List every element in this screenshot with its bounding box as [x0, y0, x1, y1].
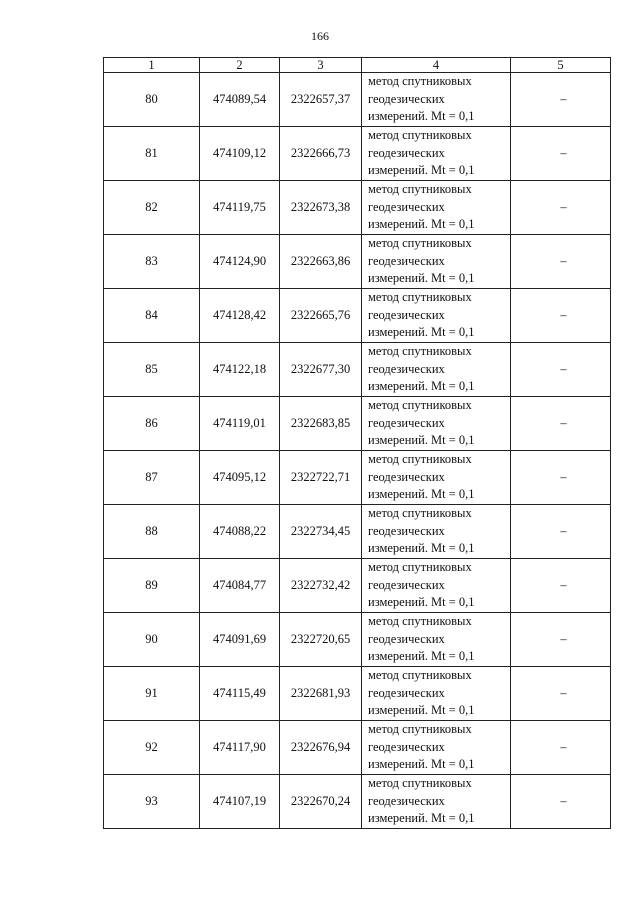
point-number-cell: 81 — [104, 127, 200, 181]
table-row — [104, 397, 611, 451]
method-line: геодезических — [368, 199, 445, 214]
description-cell — [511, 775, 611, 829]
method-line: метод спутниковых — [368, 236, 472, 251]
method-line: метод спутниковых — [368, 614, 472, 629]
description-cell — [511, 667, 611, 721]
y-coordinate-cell: 2322673,38 — [280, 181, 362, 235]
point-number-cell: 80 — [104, 73, 200, 127]
method-line: измерений. Mt = 0,1 — [368, 109, 475, 124]
x-coordinate-cell: 474124,90 — [200, 235, 280, 289]
method-cell — [362, 721, 511, 775]
method-line: метод спутниковых — [368, 722, 472, 737]
table-row — [104, 451, 611, 505]
point-number-cell: 91 — [104, 667, 200, 721]
x-coordinate-cell: 474091,69 — [200, 613, 280, 667]
description-cell — [511, 721, 611, 775]
method-cell — [362, 667, 511, 721]
method-cell — [362, 451, 511, 505]
method-line: измерений. Mt = 0,1 — [368, 217, 475, 232]
method-line: геодезических — [368, 415, 445, 430]
method-line: измерений. Mt = 0,1 — [368, 541, 475, 556]
method-line: метод спутниковых — [368, 74, 472, 89]
description-cell — [511, 235, 611, 289]
y-coordinate-cell: 2322681,93 — [280, 667, 362, 721]
method-line: измерений. Mt = 0,1 — [368, 271, 475, 286]
method-line: метод спутниковых — [368, 128, 472, 143]
x-coordinate-cell: 474107,19 — [200, 775, 280, 829]
column-header: 4 — [362, 58, 511, 73]
table-row — [104, 667, 611, 721]
description-cell — [511, 397, 611, 451]
table-row — [104, 613, 611, 667]
table-header-row — [104, 58, 611, 73]
table-row — [104, 181, 611, 235]
table-row — [104, 721, 611, 775]
method-cell — [362, 397, 511, 451]
method-line: метод спутниковых — [368, 398, 472, 413]
column-header: 5 — [511, 58, 611, 73]
y-coordinate-cell: 2322657,37 — [280, 73, 362, 127]
page-number: 166 — [311, 29, 329, 43]
x-coordinate-cell: 474117,90 — [200, 721, 280, 775]
method-line: метод спутниковых — [368, 560, 472, 575]
table-row — [104, 505, 611, 559]
description-value: – — [560, 632, 567, 646]
description-value: – — [560, 254, 567, 268]
method-line: метод спутниковых — [368, 452, 472, 467]
method-line: метод спутниковых — [368, 344, 472, 359]
column-header: 3 — [280, 58, 362, 73]
x-coordinate-cell: 474115,49 — [200, 667, 280, 721]
method-line: геодезических — [368, 793, 445, 808]
method-line: геодезических — [368, 253, 445, 268]
y-coordinate-cell: 2322683,85 — [280, 397, 362, 451]
description-value: – — [560, 308, 567, 322]
description-value: – — [560, 794, 567, 808]
method-line: метод спутниковых — [368, 506, 472, 521]
method-line: метод спутниковых — [368, 776, 472, 791]
x-coordinate-cell: 474122,18 — [200, 343, 280, 397]
description-value: – — [560, 578, 567, 592]
point-number-cell: 87 — [104, 451, 200, 505]
method-line: геодезических — [368, 145, 445, 160]
method-line: метод спутниковых — [368, 668, 472, 683]
method-cell — [362, 775, 511, 829]
method-cell — [362, 127, 511, 181]
point-number-cell: 82 — [104, 181, 200, 235]
method-line: геодезических — [368, 523, 445, 538]
point-number-cell: 93 — [104, 775, 200, 829]
y-coordinate-cell: 2322732,42 — [280, 559, 362, 613]
method-line: геодезических — [368, 577, 445, 592]
y-coordinate-cell: 2322722,71 — [280, 451, 362, 505]
table-row — [104, 127, 611, 181]
method-line: измерений. Mt = 0,1 — [368, 757, 475, 772]
method-line: метод спутниковых — [368, 290, 472, 305]
y-coordinate-cell: 2322666,73 — [280, 127, 362, 181]
method-line: измерений. Mt = 0,1 — [368, 433, 475, 448]
method-cell — [362, 181, 511, 235]
x-coordinate-cell: 474084,77 — [200, 559, 280, 613]
point-number-cell: 88 — [104, 505, 200, 559]
x-coordinate-cell: 474119,75 — [200, 181, 280, 235]
table-row — [104, 343, 611, 397]
description-value: – — [560, 200, 567, 214]
method-line: измерений. Mt = 0,1 — [368, 325, 475, 340]
description-value: – — [560, 146, 567, 160]
description-cell — [511, 181, 611, 235]
y-coordinate-cell: 2322734,45 — [280, 505, 362, 559]
method-cell — [362, 289, 511, 343]
y-coordinate-cell: 2322665,76 — [280, 289, 362, 343]
method-cell — [362, 235, 511, 289]
description-cell — [511, 451, 611, 505]
point-number-cell: 89 — [104, 559, 200, 613]
x-coordinate-cell: 474088,22 — [200, 505, 280, 559]
description-value: – — [560, 524, 567, 538]
method-line: геодезических — [368, 91, 445, 106]
y-coordinate-cell: 2322720,65 — [280, 613, 362, 667]
description-cell — [511, 505, 611, 559]
table-row — [104, 559, 611, 613]
method-line: геодезических — [368, 361, 445, 376]
method-line: геодезических — [368, 631, 445, 646]
x-coordinate-cell: 474128,42 — [200, 289, 280, 343]
method-cell — [362, 343, 511, 397]
description-value: – — [560, 92, 567, 106]
description-value: – — [560, 470, 567, 484]
description-cell — [511, 559, 611, 613]
method-line: геодезических — [368, 307, 445, 322]
description-cell — [511, 613, 611, 667]
method-line: измерений. Mt = 0,1 — [368, 595, 475, 610]
x-coordinate-cell: 474089,54 — [200, 73, 280, 127]
x-coordinate-cell: 474095,12 — [200, 451, 280, 505]
description-cell — [511, 127, 611, 181]
point-number-cell: 86 — [104, 397, 200, 451]
method-cell — [362, 559, 511, 613]
method-line: измерений. Mt = 0,1 — [368, 379, 475, 394]
method-cell — [362, 505, 511, 559]
table-row — [104, 289, 611, 343]
table-row — [104, 235, 611, 289]
description-value: – — [560, 416, 567, 430]
description-cell — [511, 289, 611, 343]
coordinates-table — [103, 57, 611, 829]
table-row — [104, 775, 611, 829]
description-cell — [511, 343, 611, 397]
description-cell — [511, 73, 611, 127]
method-line: измерений. Mt = 0,1 — [368, 811, 475, 826]
method-line: измерений. Mt = 0,1 — [368, 487, 475, 502]
description-value: – — [560, 686, 567, 700]
table-body — [104, 73, 611, 829]
y-coordinate-cell: 2322677,30 — [280, 343, 362, 397]
method-line: геодезических — [368, 739, 445, 754]
x-coordinate-cell: 474119,01 — [200, 397, 280, 451]
description-value: – — [560, 740, 567, 754]
point-number-cell: 92 — [104, 721, 200, 775]
method-line: измерений. Mt = 0,1 — [368, 163, 475, 178]
method-line: измерений. Mt = 0,1 — [368, 649, 475, 664]
point-number-cell: 90 — [104, 613, 200, 667]
point-number-cell: 83 — [104, 235, 200, 289]
method-line: метод спутниковых — [368, 182, 472, 197]
x-coordinate-cell: 474109,12 — [200, 127, 280, 181]
y-coordinate-cell: 2322663,86 — [280, 235, 362, 289]
method-cell — [362, 613, 511, 667]
method-line: геодезических — [368, 469, 445, 484]
column-header: 2 — [200, 58, 280, 73]
method-line: геодезических — [368, 685, 445, 700]
method-cell — [362, 73, 511, 127]
table-row — [104, 73, 611, 127]
y-coordinate-cell: 2322676,94 — [280, 721, 362, 775]
point-number-cell: 85 — [104, 343, 200, 397]
point-number-cell: 84 — [104, 289, 200, 343]
method-line: измерений. Mt = 0,1 — [368, 703, 475, 718]
description-value: – — [560, 362, 567, 376]
column-header: 1 — [104, 58, 200, 73]
y-coordinate-cell: 2322670,24 — [280, 775, 362, 829]
